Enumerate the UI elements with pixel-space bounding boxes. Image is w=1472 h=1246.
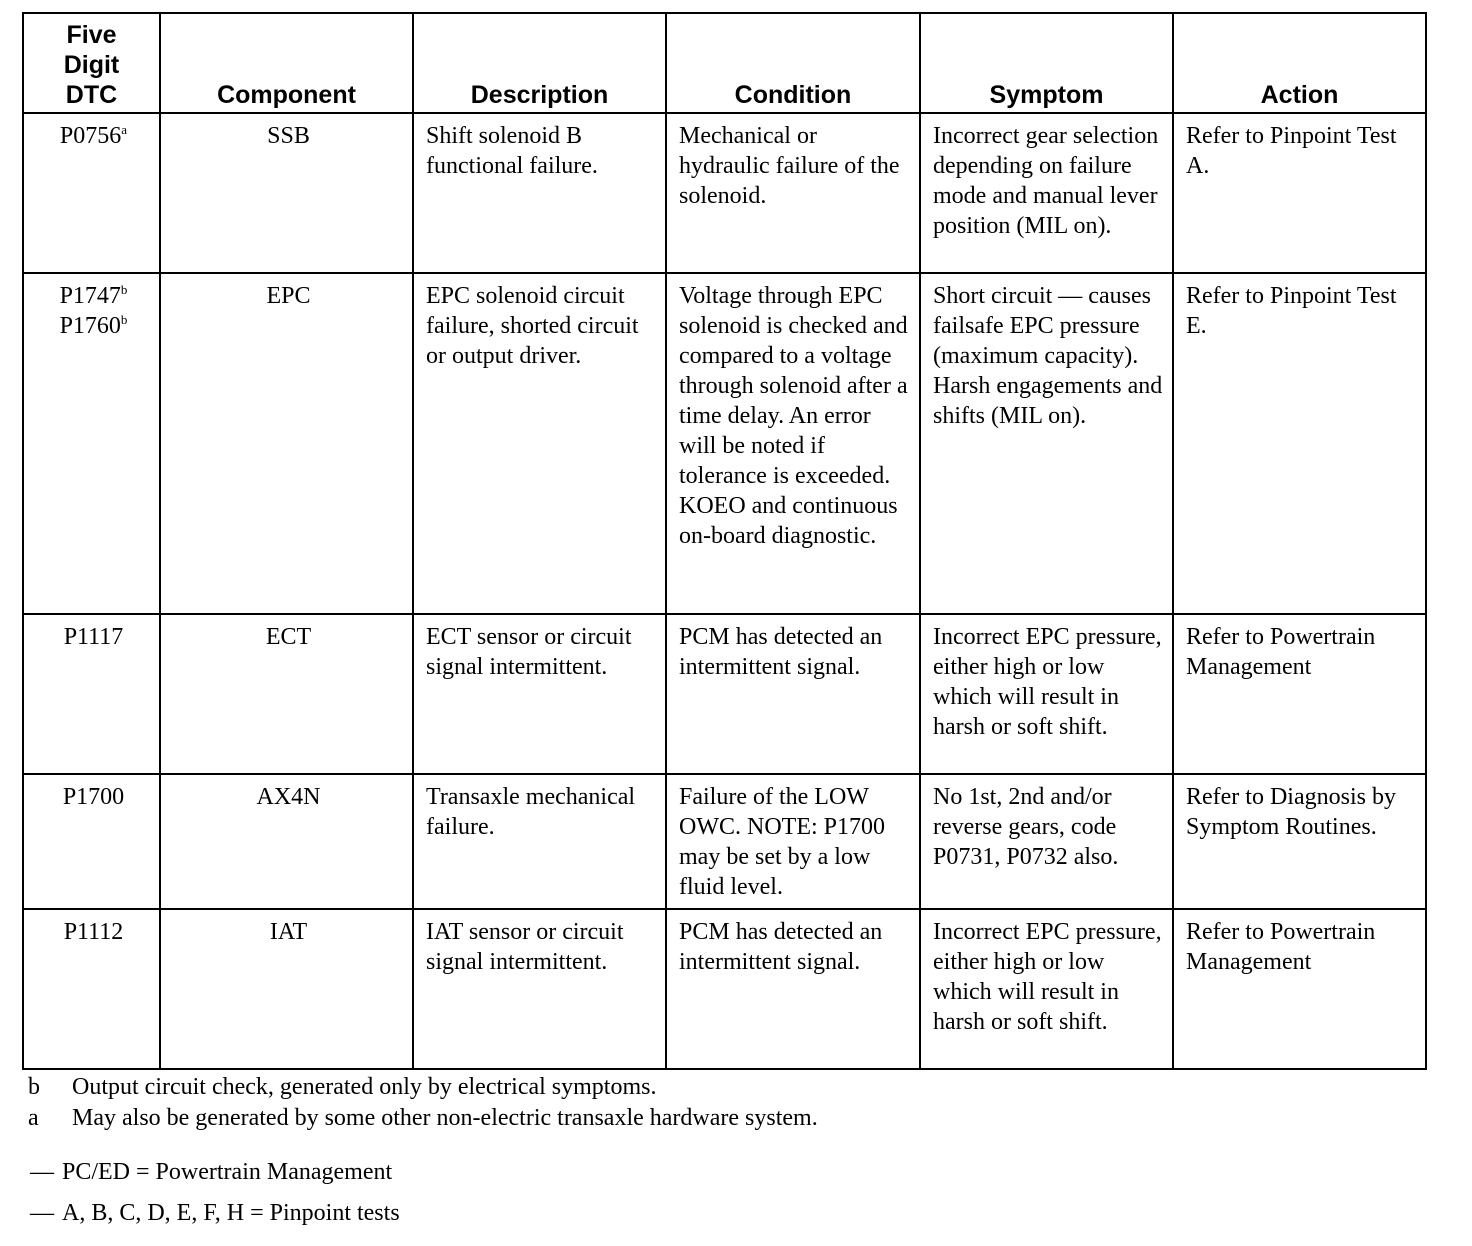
action-cell: Refer to Pinpoint Test E. [1173, 273, 1426, 614]
symptom-cell: No 1st, 2nd and/or reverse gears, code P0731, P0732 also. [920, 774, 1173, 909]
header-dtc-line: DTC [65, 81, 118, 109]
description-cell: Transaxle mechanical failure. [413, 774, 666, 909]
footnote-mark: b [28, 1074, 40, 1100]
footnote-text: May also be generated by some other non-electric transaxle hardware system. [72, 1105, 818, 1131]
header-dtc [23, 13, 160, 113]
header-symptom: Symptom [920, 13, 1173, 113]
dtc-code: P1760$^b$ [59, 312, 128, 339]
description-cell: EPC solenoid circuit failure, shorted circuit or output driver. [413, 273, 666, 614]
legend-text: A, B, C, D, E, F, H = Pinpoint tests [62, 1200, 400, 1226]
header-dtc-line: Digit [63, 51, 120, 79]
footnote-mark: a [28, 1105, 39, 1131]
dtc-cell [23, 909, 160, 1069]
action-cell: Refer to Pinpoint Test A. [1173, 113, 1426, 273]
symptom-cell: Incorrect EPC pressure, either high or low which will result in harsh or soft shift. [920, 909, 1173, 1069]
component-cell: EPC [160, 273, 413, 614]
description-cell: IAT sensor or circuit signal intermittent. [413, 909, 666, 1069]
symptom-cell: Incorrect EPC pressure, either high or low which will result in harsh or soft shift. [920, 614, 1173, 774]
description-cell: ECT sensor or circuit signal intermittent. [413, 614, 666, 774]
table-row [23, 113, 1426, 273]
dtc-code: P1117 [63, 624, 124, 650]
footnote-text: Output circuit check, generated only by electrical symptoms. [72, 1074, 657, 1100]
symptom-cell: Incorrect gear selection depending on failure mode and manual lever position (MIL on). [920, 113, 1173, 273]
footnotes [28, 1072, 818, 1134]
footnote-ref: a [121, 122, 128, 137]
legend-dash: — [30, 1159, 54, 1185]
table-row [23, 273, 1426, 614]
table-row [23, 614, 1426, 774]
condition-cell: Mechanical or hydraulic failure of the solenoid. [666, 113, 920, 273]
action-cell: Refer to Diagnosis by Symptom Routines. [1173, 774, 1426, 909]
footnote-ref: b [120, 282, 128, 297]
component-cell: ECT [160, 614, 413, 774]
dtc-code: P1112 [63, 919, 124, 945]
condition-cell: PCM has detected an intermittent signal. [666, 614, 920, 774]
dtc-code: P1700 [62, 784, 125, 810]
legend [30, 1152, 400, 1234]
footnote-ref: b [120, 312, 128, 327]
header-component: Component [160, 13, 413, 113]
legend-item [30, 1152, 400, 1193]
component-cell: SSB [160, 113, 413, 273]
footnote-a [28, 1103, 818, 1134]
condition-cell: Voltage through EPC solenoid is checked and compared to a voltage through solenoid after a time delay. An error will be noted if tolerance is exceeded. KOEO and continuous on-board diagnostic. [666, 273, 920, 614]
header-row [23, 13, 1426, 113]
description-cell: Shift solenoid B functional failure. [413, 113, 666, 273]
dtc-table [22, 12, 1427, 1070]
table-row [23, 774, 1426, 909]
condition-cell: Failure of the LOW OWC. NOTE: P1700 may be set by a low fluid level. [666, 774, 920, 909]
dtc-cell [23, 113, 160, 273]
dtc-code: P0756$^a$ [59, 122, 128, 149]
table-row [23, 909, 1426, 1069]
component-cell: AX4N [160, 774, 413, 909]
action-cell: Refer to Powertrain Management [1173, 909, 1426, 1069]
legend-dash: — [30, 1200, 54, 1226]
dtc-cell [23, 273, 160, 614]
footnote-b [28, 1072, 818, 1103]
symptom-cell: Short circuit — causes failsafe EPC pressure (maximum capacity). Harsh engagements and shifts (MIL on). [920, 273, 1173, 614]
header-action: Action [1173, 13, 1426, 113]
condition-cell: PCM has detected an intermittent signal. [666, 909, 920, 1069]
legend-text: PC/ED = Powertrain Management [62, 1159, 393, 1185]
legend-item [30, 1193, 400, 1234]
header-dtc-line: Five [66, 21, 117, 49]
header-description: Description [413, 13, 666, 113]
dtc-cell [23, 774, 160, 909]
dtc-code: P1747$^b$ [59, 282, 128, 309]
component-cell: IAT [160, 909, 413, 1069]
action-cell: Refer to Powertrain Management [1173, 614, 1426, 774]
dtc-cell [23, 614, 160, 774]
header-condition: Condition [666, 13, 920, 113]
